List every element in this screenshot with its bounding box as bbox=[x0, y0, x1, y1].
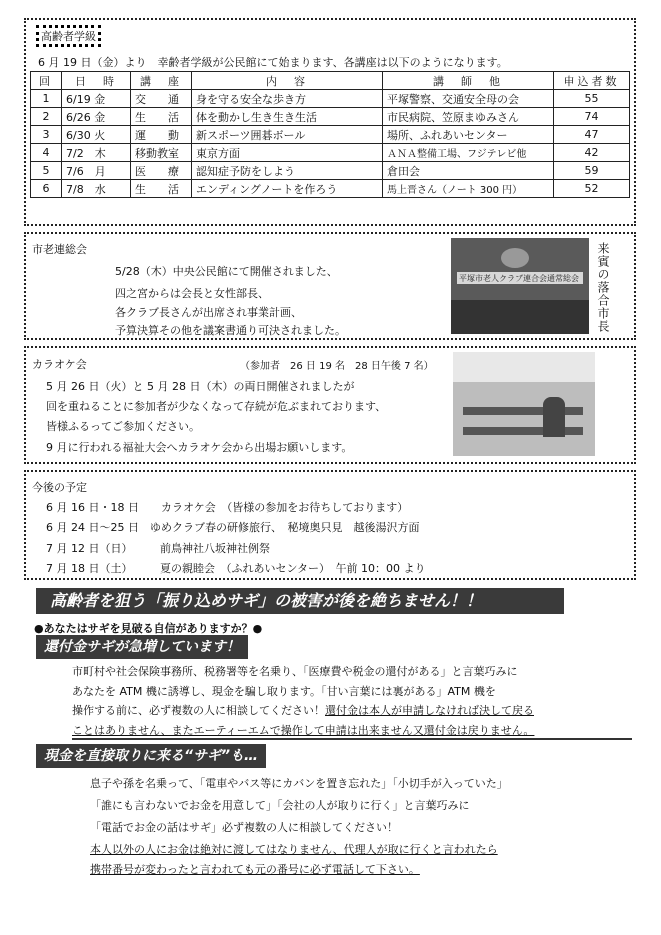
fraud-warning-line: 携帯番号が変わったと言われても元の番号に必ず電話して下さい。 bbox=[90, 863, 420, 876]
fraud-warning-text: 還付金は本人が申請しなければ決して戻る bbox=[325, 704, 534, 717]
table-cell: 生 活 bbox=[131, 180, 192, 198]
table-cell: 7/8 水 bbox=[62, 180, 131, 198]
table-cell: ＡＮＡ整備工場、フジテレビ他 bbox=[383, 144, 554, 162]
table-cell: 7/2 木 bbox=[62, 144, 131, 162]
photo-side-caption: 来賓の落合市長 bbox=[596, 242, 610, 333]
karaoke-line: 9 月に行われる福祉大会へカラオケ会から出場お願いします。 bbox=[46, 441, 353, 454]
table-cell: 42 bbox=[554, 144, 630, 162]
table-row bbox=[31, 126, 630, 144]
fraud-body-line: あなたを ATM 機に誘導し、現金を騙し取ります。「甘い言葉には裏がある」ATM 機を bbox=[72, 685, 496, 698]
table-cell: 74 bbox=[554, 108, 630, 126]
section-title: 市老連総会 bbox=[32, 243, 87, 256]
header-cell: 講 師 他 bbox=[383, 72, 554, 90]
karaoke-line: 皆様ふるってご参加ください。 bbox=[46, 420, 200, 433]
fraud-body-line: 「電話でお金の話はサギ」必ず複数の人に相談してください！ bbox=[90, 821, 398, 834]
class-tag: 高齢者学級 bbox=[36, 25, 101, 47]
meeting-line: 四之宮からは会長と女性部長、 bbox=[115, 287, 269, 300]
table-cell: 59 bbox=[554, 162, 630, 180]
table-cell: 馬上晋さん（ノート 300 円） bbox=[383, 180, 554, 198]
section-title: 今後の予定 bbox=[32, 481, 87, 494]
table-cell: 6/26 金 bbox=[62, 108, 131, 126]
table-row bbox=[31, 90, 630, 108]
table-cell: 市民病院、笠原まゆみさん bbox=[383, 108, 554, 126]
table-cell: 医 療 bbox=[131, 162, 192, 180]
meeting-photo bbox=[451, 238, 589, 334]
refund-fraud-heading: 還付金サギが急増しています！ bbox=[36, 635, 248, 659]
karaoke-line: 5 月 26 日（火）と 5 月 28 日（木）の両日開催されましたが bbox=[46, 380, 355, 393]
table-cell: 55 bbox=[554, 90, 630, 108]
table-row bbox=[31, 162, 630, 180]
fraud-question: ●あなたはサギを見破る自信がありますか？● bbox=[34, 622, 263, 635]
table-cell: 4 bbox=[31, 144, 62, 162]
photo-banner-text: 平塚市老人クラブ連合会通常総会 bbox=[459, 274, 579, 283]
fraud-body-line: 市町村や社会保険事務所、税務署等を名乗り、「医療費や税金の還付がある」と言葉巧みに bbox=[72, 665, 518, 678]
section-title: カラオケ会 bbox=[32, 358, 87, 371]
table-row bbox=[31, 108, 630, 126]
table-cell: 2 bbox=[31, 108, 62, 126]
table-cell: 平塚警察、交通安全母の会 bbox=[383, 90, 554, 108]
table-cell: 認知症予防をしよう bbox=[192, 162, 383, 180]
fraud-body-line: 「誰にも言わないでお金を用意して」「会社の人が取りに行く」と言葉巧みに bbox=[90, 799, 470, 812]
header-cell: 内 容 bbox=[192, 72, 383, 90]
table-row bbox=[31, 144, 630, 162]
fraud-warning-line: ことはありません、またエーティーエムで操作して申請は出来ません又還付金は戻りません。 bbox=[72, 724, 535, 737]
table-cell: 6 bbox=[31, 180, 62, 198]
table-cell: 身を守る安全な歩き方 bbox=[192, 90, 383, 108]
table-row bbox=[31, 180, 630, 198]
meeting-line: 5/28（木）中央公民館にて開催されました、 bbox=[115, 265, 338, 278]
header-cell: 講 座 bbox=[131, 72, 192, 90]
table-cell: 6/30 火 bbox=[62, 126, 131, 144]
table-cell: エンディングノートを作ろう bbox=[192, 180, 383, 198]
table-cell: 1 bbox=[31, 90, 62, 108]
fraud-banner: 高齢者を狙う「振り込めサギ」の被害が後を絶ちません！！ bbox=[36, 588, 564, 614]
table-cell: 7/6 月 bbox=[62, 162, 131, 180]
fraud-body-line: 息子や孫を名乗って、「電車やバス等にカバンを置き忘れた」「小切手が入っていた」 bbox=[90, 777, 508, 790]
fraud-warning-line: 本人以外の人にお金は絶対に渡してはなりません、代理人が取に行くと言われたら bbox=[90, 843, 498, 856]
table-cell: 新スポーツ囲碁ボール bbox=[192, 126, 383, 144]
upcoming-item: 6 月 24 日～25 日 ゆめクラブ春の研修旅行、 秘境奥只見 越後湯沢方面 bbox=[46, 521, 420, 534]
table-cell: 5 bbox=[31, 162, 62, 180]
table-cell: 交 通 bbox=[131, 90, 192, 108]
karaoke-line: 回を重ねることに参加者が少なくなって存続が危ぶまれております、 bbox=[46, 400, 387, 413]
meeting-line: 各クラブ長さんが出席され事業計画、 bbox=[115, 306, 302, 319]
class-intro: 6 月 19 日（金）より 幸齢者学級が公民館にて始まります、各講座は以下のようになります。 bbox=[38, 56, 508, 69]
fraud-body-text: 操作する前に、必ず複数の人に相談してください！ bbox=[72, 704, 325, 717]
table-cell: 移動教室 bbox=[131, 144, 192, 162]
table-cell: 運 動 bbox=[131, 126, 192, 144]
schedule-table bbox=[30, 71, 630, 198]
table-cell: 47 bbox=[554, 126, 630, 144]
header-cell: 日 時 bbox=[62, 72, 131, 90]
table-cell: 6/19 金 bbox=[62, 90, 131, 108]
upcoming-item: 7 月 18 日（土） 夏の親睦会 （ふれあいセンター） 午前 10：00 より bbox=[46, 562, 426, 575]
header-cell: 回 bbox=[31, 72, 62, 90]
table-cell: 場所、ふれあいセンター bbox=[383, 126, 554, 144]
karaoke-photo bbox=[453, 352, 595, 456]
table-cell: 東京方面 bbox=[192, 144, 383, 162]
upcoming-item: 7 月 12 日（日） 前鳥神社八坂神社例祭 bbox=[46, 542, 270, 555]
table-header-row bbox=[31, 72, 630, 90]
header-cell: 申込者数 bbox=[554, 72, 630, 90]
upcoming-item: 6 月 16 日・18 日 カラオケ会 （皆様の参加をお待ちしております） bbox=[46, 501, 409, 514]
table-cell: 体を動かし生き生き生活 bbox=[192, 108, 383, 126]
divider bbox=[72, 738, 632, 740]
meeting-line: 予算決算その他を議案書通り可決されました。 bbox=[115, 324, 346, 337]
karaoke-note: （参加者 26 日 19 名 28 日午後 7 名） bbox=[240, 361, 434, 372]
fraud-body-line bbox=[72, 702, 534, 718]
table-cell: 3 bbox=[31, 126, 62, 144]
table-cell: 倉田会 bbox=[383, 162, 554, 180]
table-cell: 52 bbox=[554, 180, 630, 198]
table-cell: 生 活 bbox=[131, 108, 192, 126]
cash-fraud-heading: 現金を直接取りに来る“サギ”も… bbox=[36, 744, 266, 768]
